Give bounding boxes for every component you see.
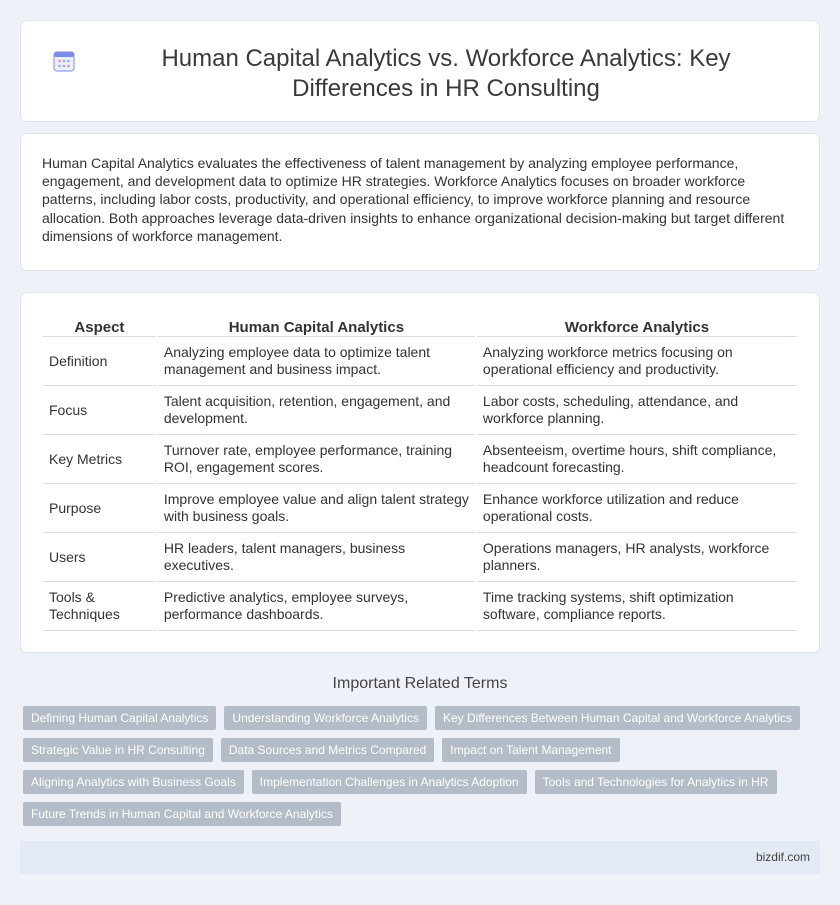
table-row xyxy=(43,484,797,533)
related-term-tag[interactable]: Implementation Challenges in Analytics Adoption xyxy=(252,770,527,794)
comparison-table xyxy=(41,315,799,631)
table-header-row xyxy=(43,315,797,337)
header-human-capital-analytics: Human Capital Analytics xyxy=(158,315,475,337)
related-term-tag[interactable]: Impact on Talent Management xyxy=(442,738,619,762)
page-title: Human Capital Analytics vs. Workforce Analytics: Key Differences in HR Consulting xyxy=(161,45,731,102)
table-row xyxy=(43,435,797,484)
aspect-cell: Purpose xyxy=(43,484,156,533)
related-term-tag[interactable]: Key Differences Between Human Capital and Workforce Analytics xyxy=(435,706,800,730)
related-term-tag[interactable]: Defining Human Capital Analytics xyxy=(23,706,216,730)
related-term-tag[interactable]: Data Sources and Metrics Compared xyxy=(221,738,434,762)
aspect-cell: Focus xyxy=(43,386,156,435)
hca-cell: Turnover rate, employee performance, training ROI, engagement scores. xyxy=(158,435,475,484)
related-terms-tags xyxy=(23,706,803,834)
related-terms-title: Important Related Terms xyxy=(332,675,508,692)
footer xyxy=(20,841,820,874)
wfa-cell: Absenteeism, overtime hours, shift compliance, headcount forecasting. xyxy=(477,435,797,484)
aspect-cell: Tools & Techniques xyxy=(43,582,156,631)
tag-row xyxy=(23,706,803,730)
tag-row xyxy=(23,802,803,826)
table-row xyxy=(43,582,797,631)
intro-paragraph: Human Capital Analytics evaluates the effectiveness of talent management by analyzing employee performance, engagement, and development data to optimize HR strategies. Workforce Analytics focuses on broader workforce patterns, including labor costs, productivity, and operational efficiency, to improve workforce planning and resource allocation. Both approaches leverage data-driven insights to enhance organizational decision-making but target different dimensions of workforce management. xyxy=(42,155,785,244)
header-aspect: Aspect xyxy=(43,315,156,337)
hca-cell: Talent acquisition, retention, engagement, and development. xyxy=(158,386,475,435)
hca-cell: Predictive analytics, employee surveys, performance dashboards. xyxy=(158,582,475,631)
hca-cell: Improve employee value and align talent strategy with business goals. xyxy=(158,484,475,533)
aspect-cell: Users xyxy=(43,533,156,582)
wfa-cell: Time tracking systems, shift optimization software, compliance reports. xyxy=(477,582,797,631)
tag-row xyxy=(23,738,803,762)
aspect-cell: Key Metrics xyxy=(43,435,156,484)
aspect-cell: Definition xyxy=(43,337,156,386)
related-term-tag[interactable]: Strategic Value in HR Consulting xyxy=(23,738,213,762)
title-row xyxy=(21,44,819,104)
related-term-tag[interactable]: Future Trends in Human Capital and Workforce Analytics xyxy=(23,802,341,826)
related-term-tag[interactable]: Understanding Workforce Analytics xyxy=(224,706,427,730)
header-card xyxy=(20,20,820,122)
header-workforce-analytics: Workforce Analytics xyxy=(477,315,797,337)
related-term-tag[interactable]: Aligning Analytics with Business Goals xyxy=(23,770,244,794)
hca-cell: HR leaders, talent managers, business executives. xyxy=(158,533,475,582)
footer-site-link[interactable]: bizdif.com xyxy=(755,850,810,864)
wfa-cell: Enhance workforce utilization and reduce operational costs. xyxy=(477,484,797,533)
wfa-cell: Analyzing workforce metrics focusing on operational efficiency and productivity. xyxy=(477,337,797,386)
comparison-table-card xyxy=(20,292,820,653)
wfa-cell: Labor costs, scheduling, attendance, and workforce planning. xyxy=(477,386,797,435)
hca-cell: Analyzing employee data to optimize talent management and business impact. xyxy=(158,337,475,386)
table-row xyxy=(43,337,797,386)
intro-card xyxy=(20,133,820,271)
table-row xyxy=(43,533,797,582)
table-row xyxy=(43,386,797,435)
calendar-grid-icon xyxy=(51,48,77,74)
related-term-tag[interactable]: Tools and Technologies for Analytics in HR xyxy=(535,770,777,794)
wfa-cell: Operations managers, HR analysts, workforce planners. xyxy=(477,533,797,582)
tag-row xyxy=(23,770,803,794)
